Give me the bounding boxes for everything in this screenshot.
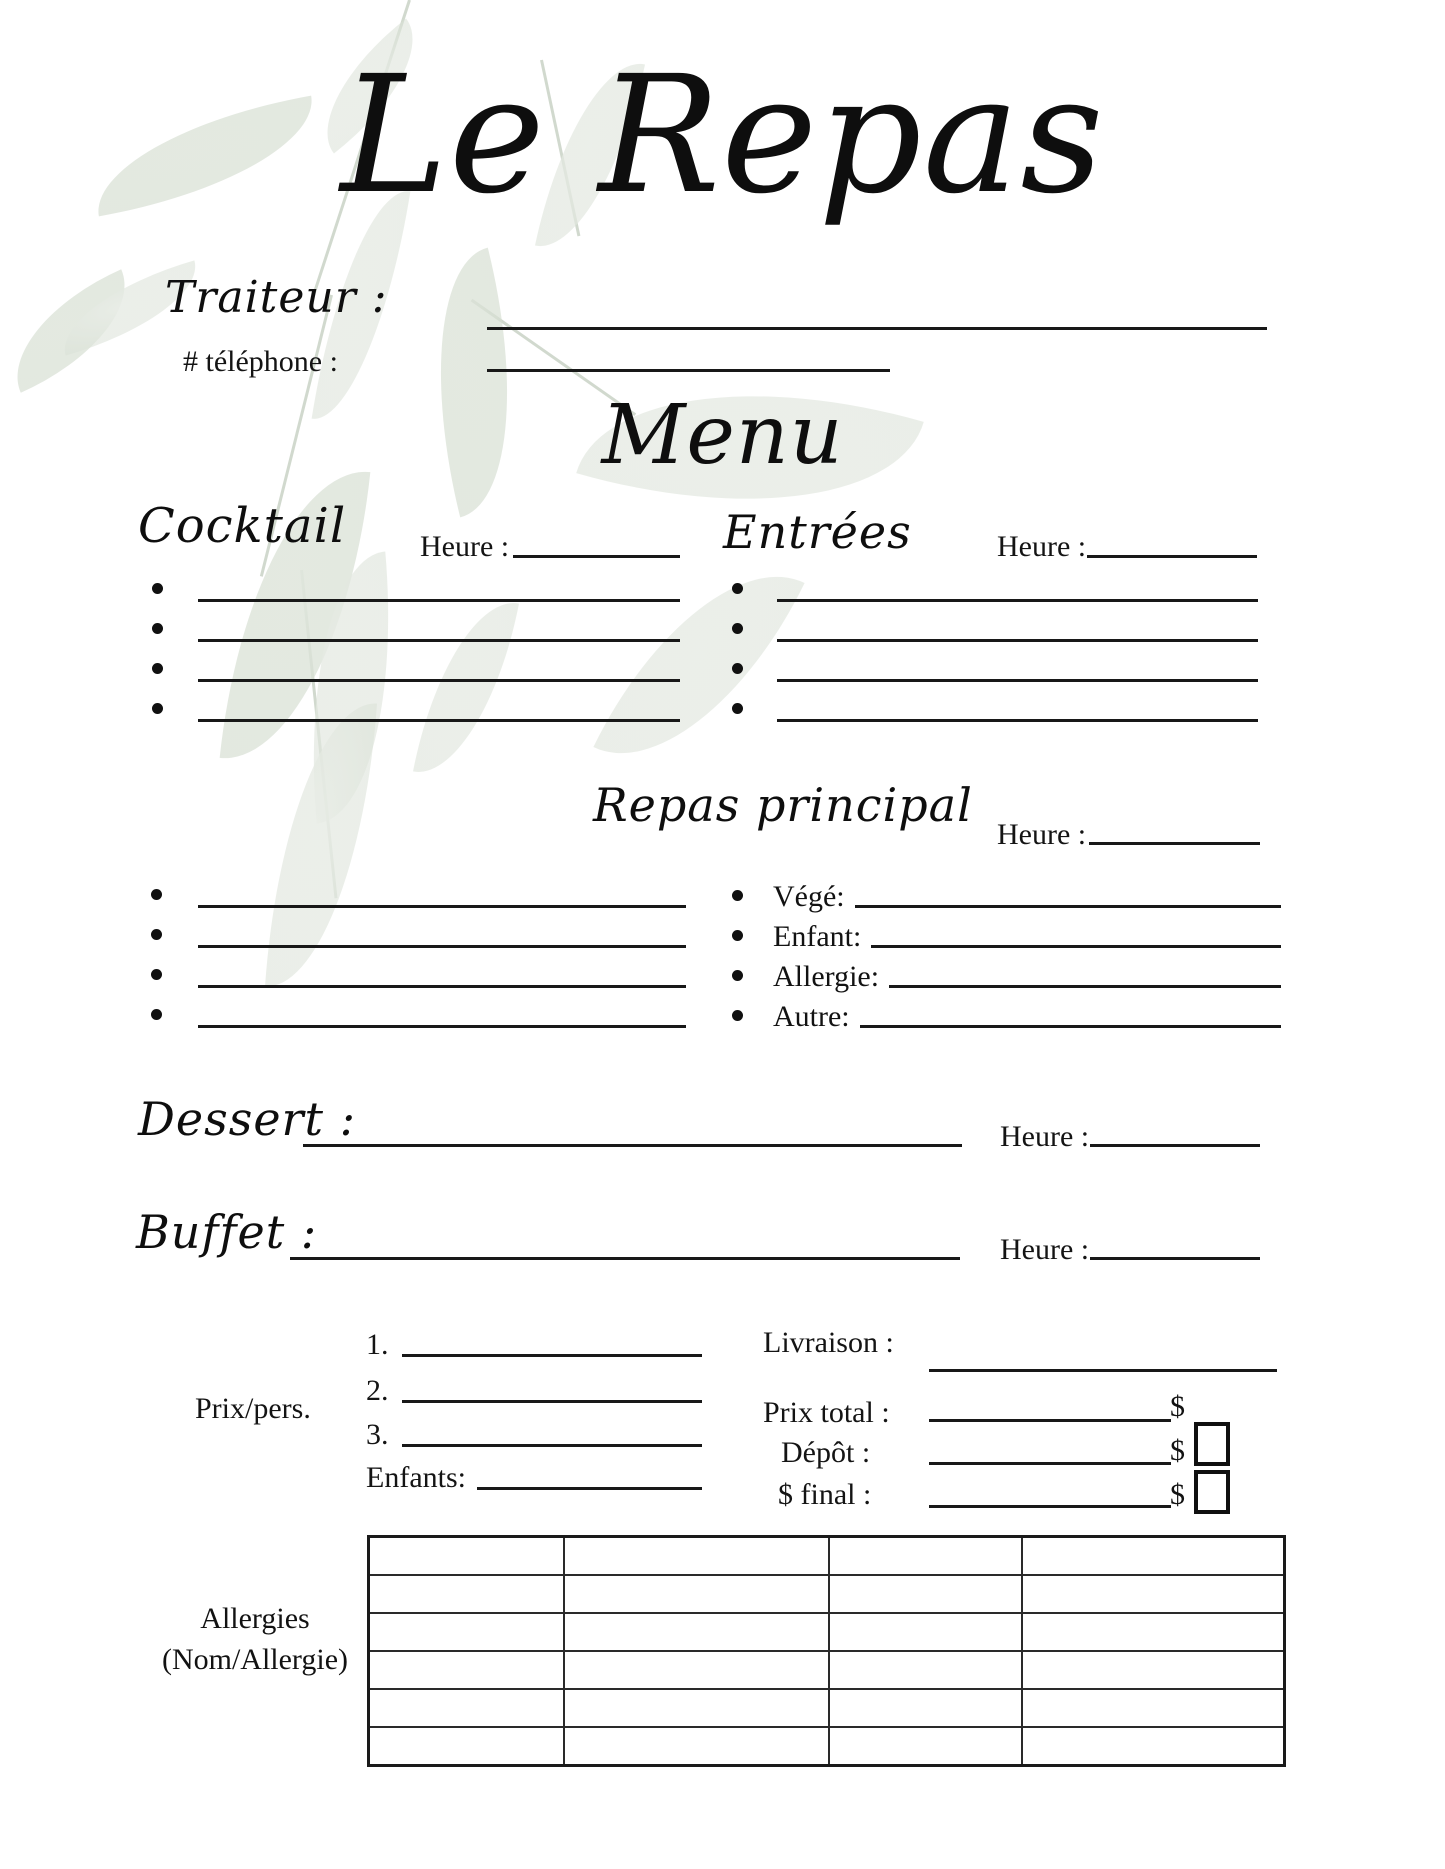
allergy-cell[interactable]	[1022, 1575, 1285, 1613]
phone-label: # téléphone :	[183, 345, 338, 378]
allergy-cell[interactable]	[564, 1613, 829, 1651]
bullet-icon	[152, 583, 163, 594]
allergies-label-line1: Allergies	[200, 1602, 310, 1635]
entrees-heading: Entrées	[723, 505, 912, 559]
final-amount-label: $ final :	[778, 1478, 872, 1511]
vege-label: Végé:	[773, 880, 845, 913]
allergies-label-line2: (Nom/Allergie)	[161, 1643, 349, 1676]
allergy-cell[interactable]	[1022, 1613, 1285, 1651]
main-course-time-field[interactable]	[1089, 842, 1260, 845]
phone-field[interactable]	[487, 369, 890, 372]
child-field[interactable]	[871, 945, 1281, 948]
buffet-heading: Buffet :	[136, 1205, 318, 1259]
child-label: Enfant:	[773, 920, 862, 953]
allergy-cell[interactable]	[1022, 1537, 1285, 1576]
vege-field[interactable]	[855, 905, 1281, 908]
allergy-cell[interactable]	[829, 1537, 1022, 1576]
deposit-currency-symbol: $	[1170, 1434, 1185, 1467]
cocktail-time-field[interactable]	[513, 555, 680, 558]
delivery-label: Livraison :	[763, 1326, 894, 1359]
final-currency-symbol: $	[1170, 1478, 1185, 1511]
table-row	[369, 1575, 1285, 1613]
allergy-cell[interactable]	[369, 1651, 565, 1689]
cocktail-item-field[interactable]	[198, 719, 680, 722]
bullet-icon	[732, 890, 743, 901]
allergy-cell[interactable]	[564, 1727, 829, 1766]
allergy-label: Allergie:	[773, 960, 880, 993]
entrees-time-field[interactable]	[1087, 555, 1257, 558]
dessert-time-label: Heure :	[1000, 1120, 1090, 1153]
cocktail-time-label: Heure :	[420, 530, 510, 563]
other-field[interactable]	[860, 1025, 1281, 1028]
table-row	[369, 1689, 1285, 1727]
allergies-label	[140, 1598, 370, 1680]
bullet-icon	[152, 703, 163, 714]
bullet-icon	[151, 889, 162, 900]
main-option-row	[732, 956, 1281, 994]
tier-3-label: 3.	[366, 1418, 389, 1451]
bullet-icon	[732, 970, 743, 981]
tier-2-label: 2.	[366, 1374, 389, 1407]
main-course-item-field[interactable]	[198, 905, 686, 908]
bullet-icon	[732, 703, 743, 714]
allergy-cell[interactable]	[829, 1613, 1022, 1651]
price-per-person-label: Prix/pers.	[195, 1392, 311, 1425]
entrees-item-field[interactable]	[777, 639, 1258, 642]
cocktail-item-field[interactable]	[198, 679, 680, 682]
allergy-cell[interactable]	[369, 1575, 565, 1613]
main-course-item-field[interactable]	[198, 945, 686, 948]
main-course-time-label: Heure :	[997, 818, 1087, 851]
main-course-heading: Repas principal	[593, 778, 973, 832]
caterer-label: Traiteur :	[165, 272, 388, 323]
allergy-cell[interactable]	[1022, 1727, 1285, 1766]
main-option-row	[732, 996, 1281, 1034]
entrees-item-field[interactable]	[777, 679, 1258, 682]
delivery-field[interactable]	[929, 1369, 1277, 1372]
allergy-cell[interactable]	[369, 1689, 565, 1727]
entrees-time-label: Heure :	[997, 530, 1087, 563]
main-course-item-field[interactable]	[198, 1025, 686, 1028]
main-course-item-field[interactable]	[198, 985, 686, 988]
other-label: Autre:	[773, 1000, 850, 1033]
bullet-icon	[732, 1010, 743, 1021]
allergy-cell[interactable]	[829, 1575, 1022, 1613]
allergy-cell[interactable]	[369, 1727, 565, 1766]
cocktail-heading: Cocktail	[138, 498, 347, 554]
bullet-icon	[151, 929, 162, 940]
page-title: Le Repas	[340, 42, 1105, 230]
allergy-cell[interactable]	[829, 1689, 1022, 1727]
main-option-row	[732, 916, 1281, 954]
total-price-field[interactable]	[929, 1419, 1171, 1422]
final-amount-field[interactable]	[929, 1505, 1171, 1508]
caterer-field[interactable]	[487, 327, 1267, 330]
main-option-row	[732, 876, 1281, 914]
total-price-label: Prix total :	[763, 1396, 890, 1429]
deposit-label: Dépôt :	[781, 1436, 871, 1469]
allergies-table	[367, 1535, 1286, 1767]
bullet-icon	[152, 623, 163, 634]
total-currency-symbol: $	[1170, 1390, 1185, 1423]
dessert-field[interactable]	[303, 1144, 962, 1147]
cocktail-item-field[interactable]	[198, 639, 680, 642]
dessert-heading: Dessert :	[138, 1092, 357, 1146]
allergy-cell[interactable]	[564, 1575, 829, 1613]
bullet-icon	[732, 623, 743, 634]
tier-1-label: 1.	[366, 1328, 389, 1361]
allergy-cell[interactable]	[564, 1537, 829, 1576]
table-row	[369, 1651, 1285, 1689]
table-row	[369, 1613, 1285, 1651]
bullet-icon	[732, 583, 743, 594]
children-price-field[interactable]	[477, 1487, 702, 1490]
allergy-cell[interactable]	[1022, 1689, 1285, 1727]
bullet-icon	[732, 663, 743, 674]
allergy-cell[interactable]	[564, 1689, 829, 1727]
final-checkbox[interactable]	[1194, 1470, 1230, 1514]
bullet-icon	[732, 930, 743, 941]
bullet-icon	[151, 969, 162, 980]
cocktail-item-field[interactable]	[198, 599, 680, 602]
menu-heading: Menu	[601, 388, 844, 483]
tier-1-field[interactable]	[402, 1354, 702, 1357]
table-row	[369, 1537, 1285, 1576]
buffet-time-field[interactable]	[1090, 1257, 1260, 1260]
tier-3-field[interactable]	[402, 1444, 702, 1447]
tier-2-field[interactable]	[402, 1400, 702, 1403]
deposit-field[interactable]	[929, 1462, 1171, 1465]
allergy-field[interactable]	[889, 985, 1281, 988]
deposit-checkbox[interactable]	[1194, 1422, 1230, 1466]
entrees-item-field[interactable]	[777, 599, 1258, 602]
allergy-cell[interactable]	[369, 1537, 565, 1576]
allergy-cell[interactable]	[564, 1651, 829, 1689]
buffet-time-label: Heure :	[1000, 1233, 1090, 1266]
bullet-icon	[151, 1009, 162, 1020]
children-price-label: Enfants:	[366, 1461, 466, 1494]
allergy-cell[interactable]	[829, 1651, 1022, 1689]
entrees-item-field[interactable]	[777, 719, 1258, 722]
allergy-cell[interactable]	[829, 1727, 1022, 1766]
dessert-time-field[interactable]	[1090, 1144, 1260, 1147]
allergy-cell[interactable]	[1022, 1651, 1285, 1689]
bullet-icon	[152, 663, 163, 674]
table-row	[369, 1727, 1285, 1766]
buffet-field[interactable]	[290, 1257, 960, 1260]
allergy-cell[interactable]	[369, 1613, 565, 1651]
